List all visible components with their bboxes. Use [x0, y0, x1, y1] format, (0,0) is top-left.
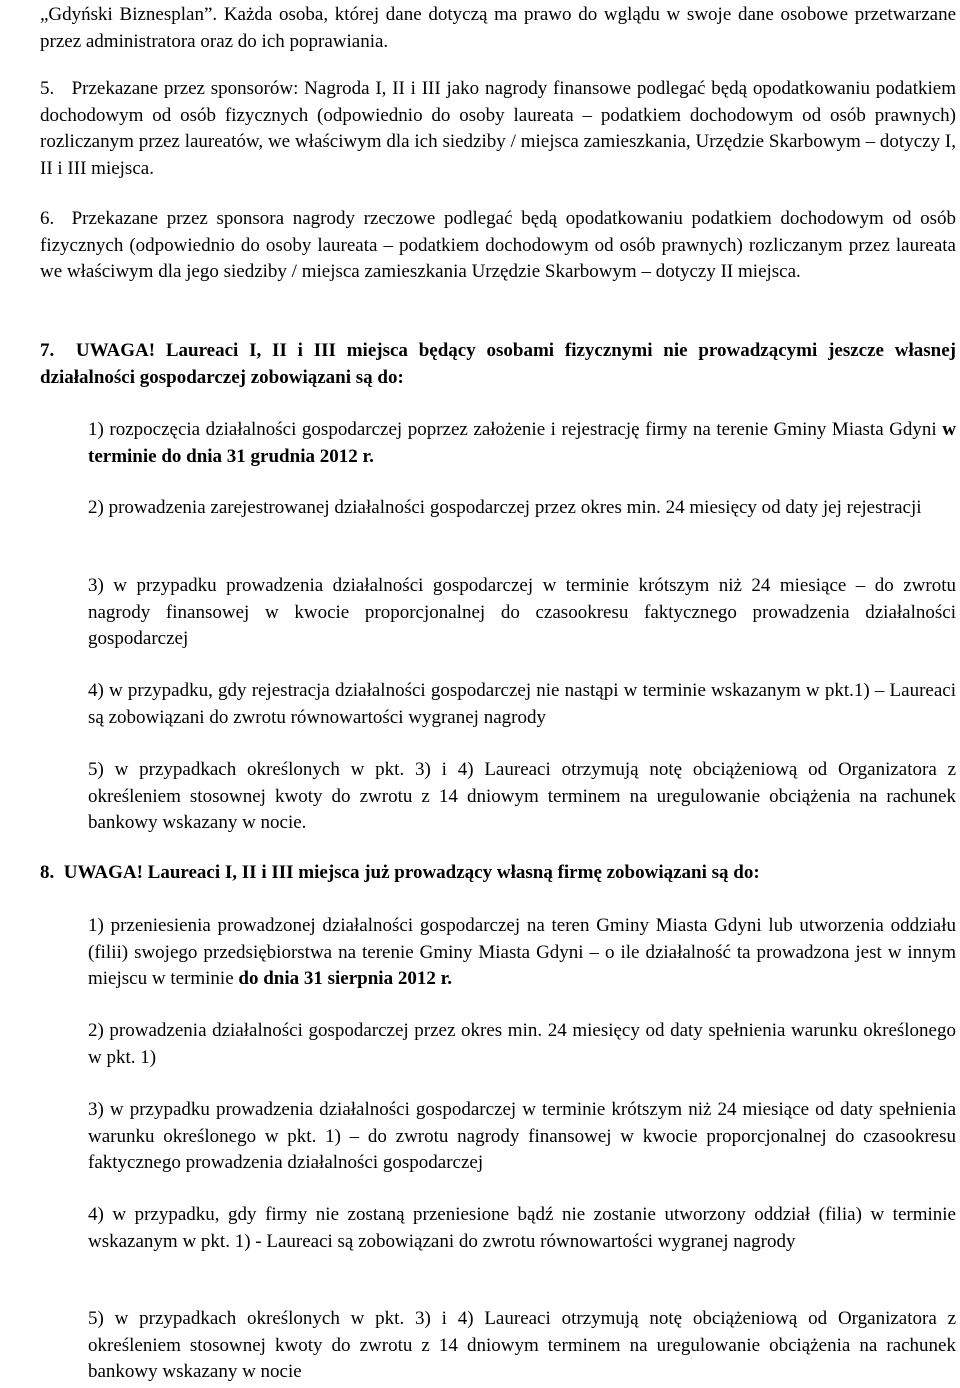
paragraph-7-heading — [40, 338, 956, 391]
list-item-text: 2) prowadzenia działalności gospodarczej przez okres min. 24 miesięcy od daty spełnienia warunku określonego w pkt. 1) — [88, 1020, 956, 1068]
list-item-text: 4) w przypadku, gdy firmy nie zostaną przeniesione bądź nie zostanie utworzony oddział (filia) w terminie wskazanym w pkt. 1) - Laureaci są zobowiązani do zwrotu równowartości wygranej nagrody — [88, 1204, 956, 1252]
list-item-text: 3) w przypadku prowadzenia działalności gospodarczej w terminie krótszym niż 24 miesiące od daty spełnienia warunku określonego w pkt. 1) – do zwrotu nagrody finansowej w kwocie proporcjonalnej do czasookresu faktycznego prowadzenia działalności gospodarczej — [88, 1099, 956, 1173]
list-item — [88, 495, 956, 522]
intro-paragraph — [40, 2, 956, 55]
list-item-text: 5) w przypadkach określonych w pkt. 3) i 4) Laureaci otrzymują notę obciążeniową od Organizatora z określeniem stosownej kwoty do zwrotu z 14 dniowym terminem na uregulowanie obciążenia na rachunek bankowy wskazany w nocie. — [88, 759, 956, 833]
list-item — [88, 1097, 956, 1177]
list-item — [88, 678, 956, 731]
list-item-text: 1) przeniesienia prowadzonej działalności gospodarczej na teren Gminy Miasta Gdyni lub utworzenia oddziału (filii) swojego przedsiębiorstwa na terenie Gminy Miasta Gdyni – o ile działalność ta prowadzona jest w innym miejscu w terminie — [88, 915, 956, 989]
list-item-text: 3) w przypadku prowadzenia działalności gospodarczej w terminie krótszym niż 24 miesiące – do zwrotu nagrody finansowej w kwocie proporcjonalnej do czasookresu faktycznego prowadzenia działalności gospodarczej — [88, 575, 956, 649]
paragraph-8-heading-text: UWAGA! Laureaci I, II i III miejsca już prowadzący własną firmę zobowiązani są do: — [63, 862, 760, 883]
paragraph-8-number: 8. — [40, 862, 55, 883]
list-item-text: 5) w przypadkach określonych w pkt. 3) i 4) Laureaci otrzymują notę obciążeniową od Organizatora z określeniem stosownej kwoty do zwrotu z 14 dniowym terminem na uregulowanie obciążenia na rachunek bankowy wskazany w nocie — [88, 1308, 956, 1382]
paragraph-6-number: 6. — [40, 208, 55, 229]
list-item-text: 4) w przypadku, gdy rejestracja działalności gospodarczej nie nastąpi w terminie wskazanym w pkt.1) – Laureaci są zobowiązani do zwrotu równowartości wygranej nagrody — [88, 680, 956, 728]
paragraph-6 — [40, 206, 956, 286]
paragraph-5-number: 5. — [40, 78, 55, 99]
list-item-bold-text: w terminie do dnia 31 grudnia 2012 r. — [88, 419, 956, 467]
list-item — [88, 573, 956, 653]
list-item — [88, 913, 956, 993]
paragraph-5-text: Przekazane przez sponsorów: Nagroda I, II i III jako nagrody finansowe podlegać będą opodatkowaniu podatkiem dochodowym od osób fizycznych (odpowiednio do osoby laureata – podatkiem dochodowym od osób prawnych) rozliczanym przez laureatów, we właściwym dla ich siedziby / miejsca zamieszkania, Urzędzie Skarbowym – dotyczy I, II i III miejsca. — [40, 78, 956, 179]
paragraph-5 — [40, 76, 956, 182]
list-item — [88, 417, 956, 470]
list-item — [88, 757, 956, 837]
list-item-text: 2) prowadzenia zarejestrowanej działalności gospodarczej przez okres min. 24 miesięcy od daty jej rejestracji — [88, 497, 922, 518]
list-item-text: 1) rozpoczęcia działalności gospodarczej poprzez założenie i rejestrację firmy na terenie Gminy Miasta Gdyni — [88, 419, 943, 440]
list-item — [88, 1018, 956, 1071]
paragraph-6-text: Przekazane przez sponsora nagrody rzeczowe podlegać będą opodatkowaniu podatkiem dochodowym od osób fizycznych (odpowiednio do osoby laureata – podatkiem dochodowym od osób prawnych) rozliczanym przez laureata we właściwym dla jego siedziby / miejsca zamieszkania Urzędzie Skarbowym – dotyczy II miejsca. — [40, 208, 957, 282]
list-item — [88, 1306, 956, 1386]
paragraph-8-heading — [40, 860, 956, 887]
list-item — [88, 1202, 956, 1255]
paragraph-7-heading-text: UWAGA! Laureaci I, II i III miejsca będący osobami fizycznymi nie prowadzącymi jeszcze własnej działalności gospodarczej zobowiązani są do: — [40, 340, 956, 388]
paragraph-7-number: 7. — [40, 340, 55, 361]
intro-text: „Gdyński Biznesplan”. Każda osoba, której dane dotyczą ma prawo do wglądu w swoje dane osobowe przetwarzane przez administratora oraz do ich poprawiania. — [40, 4, 956, 52]
list-item-bold-text: do dnia 31 sierpnia 2012 r. — [238, 968, 453, 989]
